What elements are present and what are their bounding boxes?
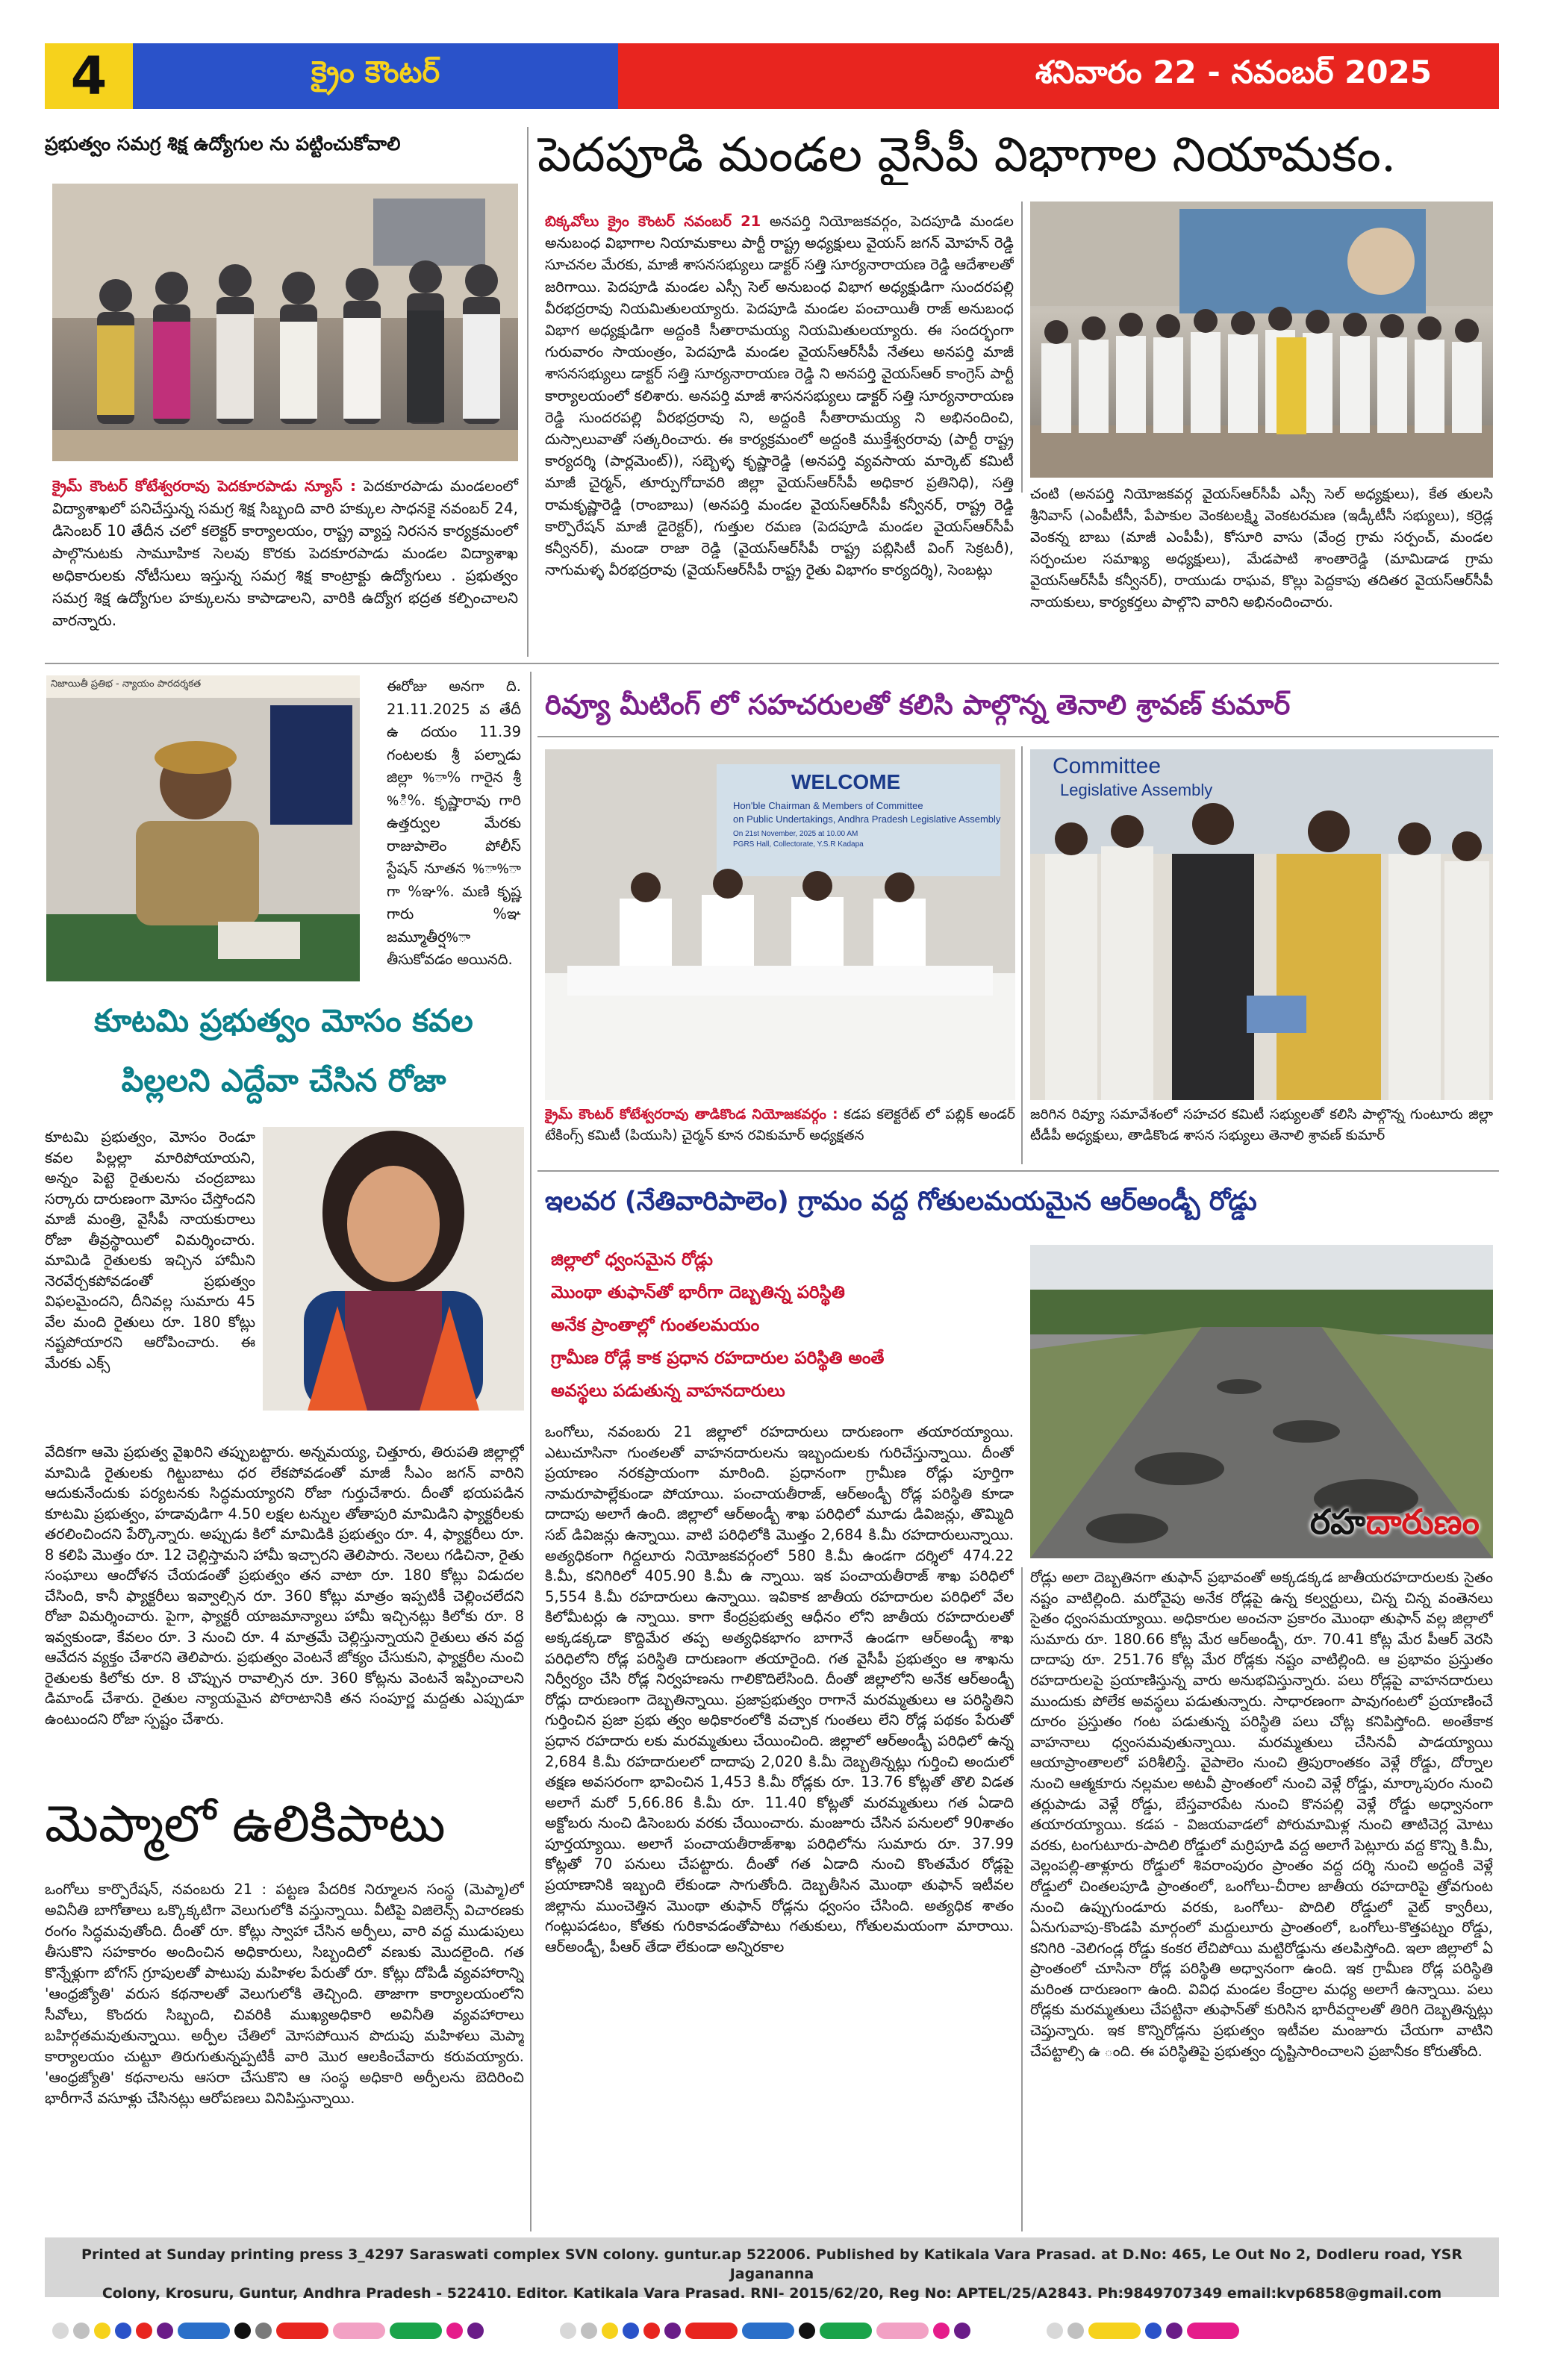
review-caption-left [545,1105,1015,1146]
color-registration-strip [52,2323,1493,2339]
road-photo-label-a: రహ [1309,1502,1366,1542]
roja-headline-line1: కూటమి ప్రభుత్వం మోసం కవల [94,1002,473,1039]
page-number: 4 [45,43,133,109]
road-bullet: గ్రామీణ రోడ్లే కాక ప్రధాన రహదారుల పరిస్థితి అంతే [551,1349,885,1368]
education-body [52,475,518,631]
portrait-icon [263,1127,524,1411]
imprint-line1: Printed at Sunday printing press 3_4297 Saraswati complex SVN colony. guntur.ap 522006. Published by Katikala Vara Prasad. at D.No: 465, Le Out No 2, Dodleru road, YSR Jagananna [81,2246,1462,2282]
mepma-headline: మెప్మాలో ఉలికిపాటు [45,1795,446,1854]
issue-date: శనివారం 22 - నవంబర్ 2025 [618,43,1499,109]
road-bullet: అనేక ప్రాంతాల్లో గుంతలమయం [551,1316,760,1335]
damaged-road-photo [1030,1245,1493,1558]
education-photo [52,184,518,461]
column-divider [1021,202,1023,493]
section-divider [537,736,1499,737]
police-body: ఈరోజు అనగా ది. 21.11.2025 వ తేదీ ఉ దయం 11.39 గంటలకు శ్రీ పల్నాడు జిల్లా %ా% గారైన శ్రీ %ి%. కృష్ణారావు గారి ఉత్తర్వుల మేరకు రాజుపాలెం పోలీస్ స్టేషన్ నూతన %ా%ా గా %ఞ%. మణి కృష్ణ గారు %ఞ జమ్మూతీర్ష%ా తీసుకోవడం అయినది. [387,678,521,968]
police-photo [46,675,360,981]
road-bullet: అవస్థలు పడుతున్న వాహనదారులు [551,1381,785,1401]
education-text: పెదకూరపాడు మండలంలో విద్యాశాఖలో పనిచేస్తున్న సమగ్ర శిక్ష సిబ్బంది వారి హక్కుల సాధనకై నవంబర్ 24, డిసెంబర్ 10 తేదీన చలో కలెక్టర్ కార్యాలయం, రాష్ట్ర వ్యాప్త నిరసన కార్యక్రమంలో పాల్గొనుటకు సామూహిక సెలవు కొరకు పెదకూరపాడు మండల విద్యాశాఖ అధికారులకు నోటీసులు ఇస్తున్న సమగ్ర శిక్ష కాంట్రాక్టు ఉద్యోగులు . ప్రభుత్వం సమగ్ర శిక్ష ఉద్యోగుల హక్కులను కాపాడాలని, వారికి ఉద్యోగ భద్రత కల్పించాలని వారన్నారు. [52,477,518,629]
road-bullet: జిల్లాలో ధ్వంసమైన రోడ్లు [551,1250,713,1269]
column-divider [1021,1567,1023,2231]
column-divider [1021,746,1023,1164]
road-bullets [551,1243,1014,1408]
road-body-right: రోడ్లు అలా దెబ్బతినగా తుఫాన్ ప్రభావంతో అక్కడక్కడ జాతీయరహదారులకు సైతం నష్టం వాటిల్లింది. మరోవైపు అనేక రోడ్లపై ఉన్న కల్వర్టులు, చిన్న చిన్న వంతెనలు సైతం ధ్వంసమయ్యాయి. అధికారుల అంచనా ప్రకారం మొంథా తుఫాన్ వల్ల జిల్లాలో సుమారు రూ. 180.66 కోట్ల మేర ఆర్అండ్బీ, రూ. 70.41 కోట్ల మేర పీఆర్ వెరసి దాదాపు రూ. 251.76 కోట్ల మేర రోడ్లకు నష్టం వాటిల్లింది. ఆ ప్రభావం ప్రస్తుతం రహదారులపై ప్రయాణిస్తున్న వారు అనుభవిస్తున్నారు. పలు రోడ్లపై వాహనదారులు ముందుకు పోలేక అవస్థలు పడుతున్నారు. సాధారణంగా పావుగంటలో ప్రయాణించే దూరం ప్రస్తుతం గంట పడుతున్న పరిస్థితి పలు చోట్ల కనిపిస్తోంది. అంతేకాక వాహనాలు ధ్వంసమవుతున్నాయి. మరమ్మతులు చేసినవీ పాడయ్యాయి ఆయాప్రాంతాలలో పరిశీలిస్తే. వైపాలెం నుంచి త్రిపురాంతకం వెళ్లే రోడ్డు, దోర్నాల నుంచి ఆత్మకూరు నల్లమల అటవీ ప్రాంతంలో నుంచి వెళ్లే రోడ్డు, మార్కాపురం నుంచి తర్లుపాడు వెళ్లే రోడ్డు, బేస్తవారపేట నుంచి కొనపల్లి వెళ్లే రోడ్డు అధ్వానంగా తయారయ్యాయి. కడప - విజయవాడలో పోరుమామిళ్ల నుంచి తాటిచెర్ల మోటు వరకు, టంగుటూరు-పాదిలి రోడ్డులో మర్రిపూడి వద్ద అలాగే పెట్లూరు వద్ద కొన్ని కి.మీ, వెల్లంపల్లి-తాళ్లూరు రోడ్డులో శివరాంపురం ప్రాంతం వద్ద దర్శి నుంచి అద్దంకి వెళ్లే రోడ్డులో చింతలపూడి ప్రాంతంలో, ఒంగోలు-చీరాల జాతీయ రహదారిపై త్రోవగుంట నుంచి ఉప్పుగుండూరు వరకు, ఒంగోలు- పొదిలి రోడ్డులో వైట్ క్వారీలు, ఏనుగువాపు-కొండపి మార్గంలో మద్దులూరు ప్రాంతంలో, ఒంగోలు-కొత్తపట్నం రోడ్డు, కనిగిరి -వెలిగండ్ల రోడ్డు కంకర లేచిపోయి మట్టిరోడ్డును తలపిస్తోంది. ఇలా జిల్లాలో ఏ ప్రాంతంలో చూసినా రోడ్ల పరిస్థితి అధ్వానంగా ఉంది. ఇక గ్రామీణ రోడ్ల పరిస్థితి మరింత దారుణంగా ఉంది. వివిధ మండల కేంద్రాల మధ్య అలాగే ఉన్నాయి. పలు రోడ్లకు మరమ్మతులు చేపట్టినా తుఫాన్‌తో కురిసిన భారీవర్షాలతో తిరిగి దెబ్బతిన్నట్లు చెప్తున్నారు. ఇక కొన్నిరోడ్లను ప్రభుత్వం ఇటీవల మంజూరు చేయగా వాటిని చేపట్టాల్సి ఉ ంది. ఈ పరిస్థితిపై ప్రభుత్వం దృష్టిసారించాలని ప్రజానీకం కోరుతోంది. [1030,1569,1493,2060]
ysrcp-photo [1030,202,1493,478]
road-photo-label-b: దారుణం [1365,1502,1480,1542]
column-divider [530,672,532,2231]
column-divider [527,127,529,657]
welcome-banner-line4: PGRS Hall, Collectorate, Y.S.R Kadapa [733,840,864,849]
roja-photo [263,1127,524,1411]
ysrcp-body [545,210,1014,658]
roja-body: వేదికగా ఆమె ప్రభుత్వ వైఖరిని తప్పుబట్టారు. అన్నమయ్య, చిత్తూరు, తిరుపతి జిల్లాల్లో మామిడి రైతులకు గిట్టుబాటు ధర లేకపోవడంతో మాజీ సీఎం జగన్ వారిని ఆదుకునేందుకు పర్యటనకు సిద్ధమయ్యారని రోజా గుర్తుచేశారు. దీంతో భయపడిన కూటమి ప్రభుత్వం, హడావుడిగా 4.50 లక్షల టన్నుల తోతాపురి మామిడిని ఫ్యాక్టరీలకు తరలించిందని పేర్కొన్నారు. అప్పుడు కిలో మామిడికి ప్రభుత్వం రూ. 4, ఫ్యాక్టరీలు రూ. 8 కలిపి మొత్తం రూ. 12 చెల్లిస్తామని హామీ ఇచ్చారని తెలిపారు. నెలలు గడిచినా, రైతు సంఘాలు ఆందోళన చేయడంతో ప్రభుత్వం తన వాటా రూ. 180 కోట్లు విడుదల చేసింది, కానీ ఫ్యాక్టరీలు ఇవ్వాల్సిన రూ. 360 కోట్లు మాత్రం ఇప్పటికీ చెల్లించలేదని రోజా విమర్శించారు. పైగా, ఫ్యాక్టరీ యాజమాన్యాలు హామీ ఇచ్చినట్లు కిలోకు రూ. 8 ఇవ్వకుండా, కేవలం రూ. 3 నుంచి రూ. 4 మాత్రమే చెల్లిస్తున్నాయని రైతులు తన వద్ద ఆవేదన వ్యక్తం చేశారని తెలిపారు. ప్రభుత్వం వెంటనే జోక్యం చేసుకుని, ఫ్యాక్టరీల నుంచి రైతులకు కిలోకు రూ. 8 చొప్పున రావాల్సిన రూ. 360 కోట్లను వెంటనే ఇప్పించాలని డిమాండ్ చేశారు. రైతుల న్యాయమైన పోరాటానికి తన సంపూర్ణ మద్దతు ఎప్పుడూ ఉంటుందని రోజా స్పష్టం చేశారు. [45,1443,524,1728]
felicitation-banner-line2: Legislative Assembly [1060,781,1213,799]
review-byline: క్రైమ్ కౌంటర్ కోటేశ్వరరావు తాడికొండ నియోజకవర్గం : [545,1107,838,1122]
welcome-banner-line3: On 21st November, 2025 at 10.00 AM [733,830,858,838]
ysrcp-caption: చంటి (అనపర్తి నియోజకవర్గ వైయస్ఆర్‌సీపీ ఎస్సీ సెల్ అధ్యక్షులు), కేత తులసి శ్రీనివాస్ (ఎంపీటీసీ, పేపాకుల వెంకటలక్ష్మి వెంకటరమణ (ఇడ్కీటీసీ సభ్యులు), కర్రెడ్ల వెంకన్న బాబు (మాజీ ఎంపీపీ), కోసూరి వాసు (వేంద్ర గ్రామ సర్పంచ్, మండల సర్పంచుల సమాఖ్య అధ్యక్షులు), మేడపాటి శాంతారెడ్డి (మామిడాడ గ్రామ వైయస్ఆర్‌సీపీ కన్వీనర్), రాయుడు రాఘవ, కొల్లు పెద్దకాపు తదితర వైయస్ఆర్‌సీపీ నాయకులు, కార్యకర్తలు పాల్గొని వారిని అభినందించారు. [1030,486,1493,610]
road-photo-label [1310,1502,1480,1551]
education-headline: ప్రభుత్వం సమగ్ర శిక్ష ఉద్యోగుల ను పట్టించుకోవాలి [45,133,401,154]
felicitation-icon [1030,749,1493,1100]
police-board-text: నిజాయితీ ప్రతిభ - న్యాయం పారదర్శకత [51,678,202,690]
review-headline: రివ్యూ మీటింగ్ లో సహచరులతో కలిసి పాల్గొన్న తెనాలి శ్రావణ్ కుమార్ [545,689,1291,721]
road-body-left: ఒంగోలు, నవంబరు 21 జిల్లాలో రహదారులు దారుణంగా తయారయ్యాయి. ఎటుచూసినా గుంతలతో వాహనదారులను ఇబ్బందులకు గురిచేస్తున్నాయి. దీంతో ప్రయాణం నరకప్రాయంగా మారింది. ప్రధానంగా గ్రామీణ రోడ్లు పూర్తిగా నామరూపాల్లేకుండా పోయాయి. పంచాయతీరాజ్, ఆర్అండ్బీ రోడ్ల పరిస్థితి కూడా దాదాపు అలాగే ఉంది. జిల్లాలో ఆర్అండ్బీ శాఖ పరిధిలో మూడు డివిజన్లు, తొమ్మిది సబ్ డివిజన్లు ఉన్నాయి. వాటి పరిధిలోకి మొత్తం 2,684 కి.మీ రహదారులున్నాయి. అత్యధికంగా గిద్దలూరు నియోజకవర్గంలో 580 కి.మీ ఉండగా దర్శిలో 474.22 కి.మీ, కనిగిరిలో 405.90 కి.మీ ఉ న్నాయి. ఇక పంచాయతీరాజ్ శాఖ పరిధిలో 5,554 కి.మీ రహదారులు ఉన్నాయి. ఇవికాక జాతీయ రహదారుల పరిధిలో వేల కిలోమీటర్లు ఉ న్నాయి. కాగా కేంద్రప్రభుత్వ ఆధీనం లోని జాతీయ రహదారులతో అక్కడక్కడా కొద్దిమేర తప్ప అత్యధికభాగం బాగానే ఉండగా ఆర్అండ్బీ శాఖ పరిధిలోని రోడ్ల పరిస్థితి దారుణంగా తయారైంది. గత వైసీపీ ప్రభుత్వం ఆ శాఖను నిర్వీర్యం చేసి రోడ్ల నిర్వహణను గాలికొదిలేసింది. దీంతో జిల్లాలోని అనేక ఆర్అండ్బీ రోడ్లు దారుణంగా దెబ్బతిన్నాయి. ప్రజాప్రభుత్వం రాగానే మరమ్మతులు ఆ పరిస్థితిని గుర్తించిన ప్రజా ప్రభు త్వం అధికారంలోకి వచ్చాక గుంతలు లేని రోడ్ల పథకం పేరుతో ప్రధాన రహదారు లకు మరమ్మతులు చేయించింది. జిల్లాలో ఆర్అండ్బీ పరిధిలో ఉన్న 2,684 కి.మీ రహదారులలో దాదాపు 2,020 కి.మీ దెబ్బతిన్నట్లు గుర్తించి అందులో తక్షణ అవసరంగా భావించిన 1,453 కి.మీ రోడ్లకు రూ. 13.76 కోట్లతో తొలి విడత అలాగే మరో 5,66.86 కి.మీ రూ. 11.40 కోట్లతో మరమ్మతులు గత ఏడాది అక్టోబరు నుంచి డిసెంబరు వరకు చేయించారు. మంజూరు చేసిన పనులలో 90శాతం పూర్తయ్యాయి. అలాగే పంచాయతీరాజ్‌శాఖ పరిధిలోను సుమారు రూ. 37.99 కోట్లతో 70 పనులు చేపట్టారు. దీంతో గత ఏడాది నుంచి కొంతమేర రోడ్లపై ప్రయాణానికి ఇబ్బంది లేకుండా సాగుతోంది. దెబ్బతీసిన మొంథా తుఫాన్ ఇటీవల జిల్లాను ముంచెత్తిన మొంథా తుఫాన్ రోడ్లను ధ్వంసం చేసింది. అత్యధిక శాతం గంట్లుపడటం, కోతకు గురికావడంతోపాటు గతుకులు, గోతులమయంగా మారాయి. ఆర్అండ్బీ, పీఆర్ తేడా లేకుండా అన్నిరకాల [545,1423,1014,1955]
mepma-body: ఒంగోలు కార్పొరేషన్, నవంబరు 21 : పట్టణ పేదరిక నిర్మూలన సంస్థ (మెప్మా)లో అవినీతి బాగోతాలు ఒక్కొక్కటిగా వెలుగులోకి వస్తున్నాయి. వీటిపై విజిలెన్స్ విచారణకు రంగం సిద్ధమవుతోంది. దీంతో రూ. కోట్లు స్వాహా చేసిన అర్పీలు, వారి వద్ద ముడుపులు తీసుకొని సహకారం అందించిన అధికారులు, సిబ్బందిలో వణుకు మొదలైంది. గత కొన్నేళ్లుగా బోగస్ గ్రూపులతో పాటుపు మహిళల పేరుతో రూ. కోట్లు దోపిడీ వ్యవహారాన్ని 'ఆంధ్రజ్యోతి' వరుస కథనాలతో వెలుగులోకి తెచ్చింది. తాజాగా కార్యాలయంలోని సీవోలు, కొందరు సిబ్బంది, చివరికి ముఖ్యఅధికారి అవినీతి వ్యవహారాలు బహిర్గతమవుతున్నాయి. అర్పీల చేతిలో మోసపోయిన పొదుపు మహిళలు మెప్మా కార్యాలయం చుట్టూ తిరుగుతున్నప్పటికీ వారి మొర ఆలకించేవారు కరువయ్యారు. 'ఆంధ్రజ్యోతి' కథనాలను ఆసరా చేసుకొని ఆ సంస్థ అధికారి అర్పీలను బెదిరించి భారీగానే వసూళ్లు చేసినట్లు ఆరోపణలు వినిపిస్తున్నాయి. [45,1881,524,2107]
imprint-line2: Colony, Krosuru, Guntur, Andhra Pradesh - 522410. Editor. Katikala Vara Prasad. RNI- 2015/62/20, Reg No: APTEL/25/A2843. Ph:9849707349 email:kvp6858@gmail.com [102,2285,1442,2302]
road-headline: ఇలవర (నేతివారిపాలెం) గ్రామం వద్ద గోతులమయమైన ఆర్అండ్బీ రోడ్డు [545,1187,1257,1216]
group-photo-icon [1030,202,1493,478]
roja-body-side: కూటమి ప్రభుత్వం, మోసం రెండూ కవల పిల్లల్లా మారిపోయాయని, అన్నం పెట్టె రైతులను చంద్రబాబు సర్కారు దారుణంగా మోసం చేస్తోందని మాజీ మంత్రి, వైసీపీ నాయకురాలు రోజా తీవ్రస్థాయిలో విమర్శించారు. మామిడి రైతులకు ఇచ్చిన హామీని నెరవేర్చకపోవడంతో ప్రభుత్వం విఫలమైందని, దీనివల్ల సుమారు 45 వేల మంది రైతులు రూ. 180 కోట్లు నష్టపోయారని ఆరోపించారు. ఈ మేరకు ఎక్స్ [45,1128,255,1372]
road-bullet: మొంథా తుఫాన్‌తో భారీగా దెబ్బతిన్న పరిస్థితి [551,1283,845,1302]
welcome-banner-line2: on Public Undertakings, Andhra Pradesh Legislative Assembly [733,813,1001,825]
imprint-footer [45,2237,1499,2302]
review-caption-left-text: కడప కలెక్టరేట్ లో పబ్లిక్ అండర్ టేకింగ్స్ కమిటీ (పియుసి) చైర్మన్ కూన రవికుమార్ అధ్యక్షతన [545,1107,1015,1143]
people-photo-icon [52,184,518,461]
felicitation-banner-line1: Committee [1053,754,1162,778]
ysrcp-headline: పెదపూడి మండల వైసీపీ విభాగాల నియామకం. [537,128,1397,183]
felicitation-photo [1030,749,1493,1100]
welcome-banner-title: WELCOME [791,770,901,793]
roja-headline-line2: పిల్లలని ఎద్దేవా చేసిన రోజా [121,1062,446,1099]
ysrcp-dateline: బిక్కవోలు క్రైం కౌంటర్ నవంబర్ 21 [545,213,761,230]
section-divider [45,663,1499,664]
welcome-banner-line1: Hon'ble Chairman & Members of Committee [733,800,923,811]
review-caption-right: జరిగిన రివ్యూ సమావేశంలో సహచర కమిటీ సభ్యులతో కలిసి పాల్గొన్న గుంటూరు జిల్లా టీడీపీ అధ్యక్షులు, తాడికొండ శాసన సభ్యులు తెనాలి శ్రావణ్ కుమార్ [1030,1107,1493,1143]
education-byline: క్రైమ్ కౌంటర్ కోటేశ్వరరావు పెదకూరపాడు న్యూస్ : [52,477,357,495]
committee-photo [545,749,1015,1100]
police-officer-icon [46,675,360,981]
paper-name: క్రైం కౌంటర్ [133,43,618,109]
ysrcp-text: అనపర్తి నియోజకవర్గం, పెదపూడి మండల అనుబంధ విభాగాల నియామకాలు పార్టీ రాష్ట్ర అధ్యక్షులు వైయస్ జగన్ మోహన్ రెడ్డి సూచనల మేరకు, మాజీ శాసనసభ్యులు డాక్టర్ సత్తి సూర్యనారాయణ రెడ్డి ఆదేశాలతో జరిగాయి. పెదపూడి మండల ఎస్సీ సెల్ అనుబంధ విభాగ అధ్యక్షుడిగా సుందరపల్లి వీరభద్రరావు నియమితులయ్యారు. పెదపూడి మండల పంచాయితీ రాజ్ అనుబంధ విభాగ అధ్యక్షుడిగా అద్దంకి సీతారామయ్య నియమితులయ్యారు. ఈ సందర్భంగా గురువారం సాయంత్రం, పెదపూడి మండల వైయస్ఆర్‌సీపీ నేతలు అనపర్తి మాజీ శాసనసభ్యులు డాక్టర్ సత్తి సూర్యనారాయణ రెడ్డి ని అనపర్తి వైయస్ఆర్ కాంగ్రెస్ పార్టీ కార్యాలయంలో కలిశారు. అనపర్తి మాజీ శాసనసభ్యులు డాక్టర్ సత్తి సూర్యనారాయణ రెడ్డి సుందరపల్లి వీరభద్రరావు ని, అద్దంకి సీతారామయ్య ని అభినందించి, దుస్సాలువాతో సత్కరించారు. ఈ కార్యక్రమంలో అద్దంకి ముక్తేశ్వరరావు (పార్టీ రాష్ట్ర కార్యదర్శి (పార్లమెంట్)), సబ్బెళ్ళ కృష్ణారెడ్డి (అనపర్తి వ్యవసాయ మార్కెట్ కమిటీ మాజీ చైర్మన్, తూర్పుగోదావరి జిల్లా వైయస్ఆర్‌సీపీ అధికార ప్రతినిధి), సత్తి రామకృష్ణారెడ్డి (రాంబాబు) (అనపర్తి మండల వైయస్ఆర్‌సీపీ కన్వీనర్, రాష్ట్ర రెడ్డి కార్పొరేషన్ మాజీ డైరెక్టర్), గుత్తుల రమణ (పెదపూడి మండల వైయస్ఆర్‌సీపీ కన్వీనర్), మండా రాజా రెడ్డి (వైయస్ఆర్‌సీపీ రాష్ట్ర పబ్లిసిటీ వింగ్ సెక్రటరీ), నాగుమళ్ళ వీరభద్రరావు (వైయస్ఆర్‌సీపీ రాష్ట్ర రైతు విభాగం కార్యదర్శి), సెంబట్లు [545,213,1014,579]
section-divider [537,1170,1499,1172]
